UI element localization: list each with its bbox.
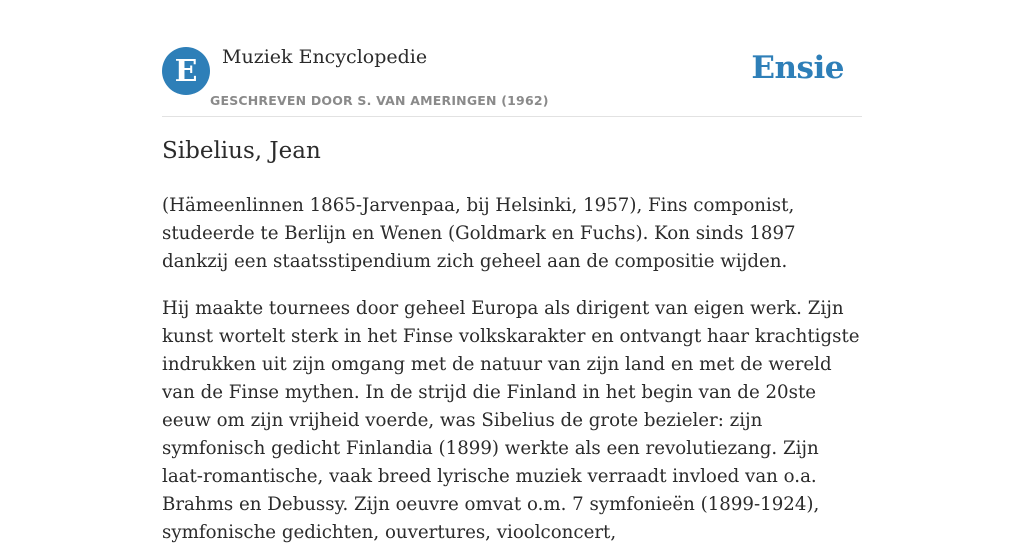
author-byline: GESCHREVEN DOOR S. VAN AMERINGEN (1962) (210, 93, 549, 108)
page-container (162, 0, 862, 543)
ensie-logo-icon[interactable]: E (162, 47, 210, 95)
article-paragraph: (Hämeenlinnen 1865-Jarvenpaa, bij Helsinki, 1957), Fins componist, studeerde te Berlijn en Wenen (Goldmark en Fuchs). Kon sinds 1897 dankzij een staatsstipendium zich geheel aan de compositie wijden. (162, 195, 796, 272)
ensie-brand-logo[interactable]: Ensie (751, 50, 844, 86)
book-title-link[interactable]: Muziek Encyclopedie (222, 46, 428, 68)
site-header (162, 0, 862, 117)
article-title: Sibelius, Jean (162, 138, 321, 164)
article-paragraph: Hij maakte tournees door geheel Europa als dirigent van eigen werk. Zijn kunst wortelt sterk in het Finse volkskarakter en ontvangt haar krachtigste indrukken uit zijn omgang met de natuur van zijn land en met de wereld van de Finse mythen. In de strijd die Finland in het begin van de 20ste eeuw om zijn vrijheid voerde, was Sibelius de grote bezieler: zijn symfonisch gedicht Finlandia (1899) werkte als een revolutiezang. Zijn laat-romantische, vaak breed lyrische muziek verraadt invloed van o.a. Brahms en Debussy. Zijn oeuvre omvat o.m. 7 symfonieën (1899-1924), symfonische gedichten, ouvertures, vioolconcert, (162, 298, 860, 543)
